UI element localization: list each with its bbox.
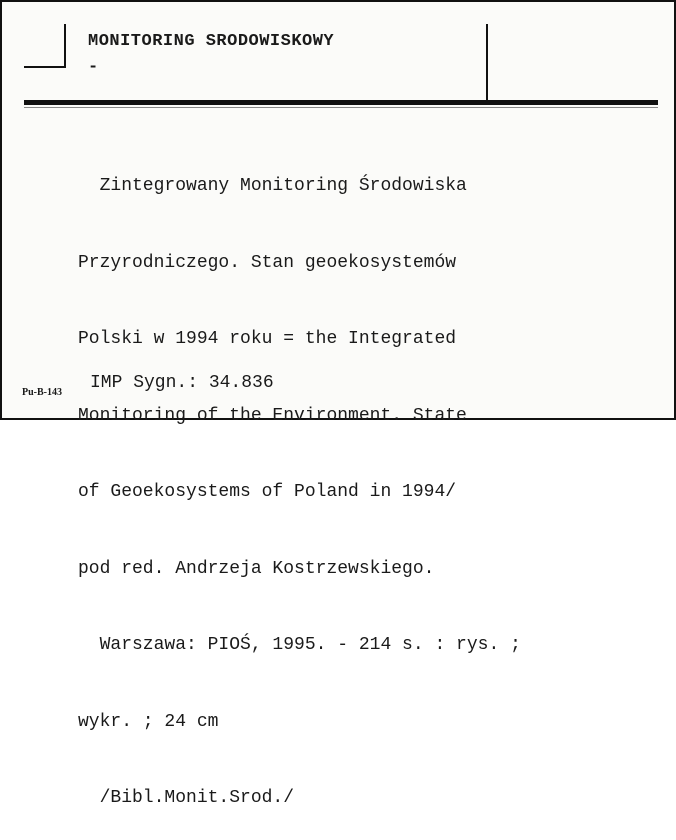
- subject-heading: MONITORING SRODOWISKOWY: [88, 32, 335, 51]
- corner-mark-horizontal: [24, 66, 66, 68]
- call-number: IMP Sygn.: 34.836: [90, 373, 274, 393]
- description-line: Warszawa: PIOŚ, 1995. - 214 s. : rys. ;: [78, 635, 521, 655]
- description-line: of Geoekosystems of Poland in 1994/: [78, 482, 457, 502]
- bibliographic-description: [78, 123, 521, 840]
- description-line: wykr. ; 24 cm: [78, 711, 219, 732]
- heading-rule-shadow: [24, 107, 658, 108]
- description-line: /Bibl.Monit.Srod./: [78, 788, 295, 808]
- description-line: Zintegrowany Monitoring Środowiska: [78, 176, 467, 196]
- description-line: Polski w 1994 roku = the Integrated: [78, 329, 457, 349]
- description-line: Przyrodniczego. Stan geoekosystemów: [78, 252, 457, 273]
- heading-divider-vertical: [486, 24, 488, 100]
- heading-rule: [24, 100, 658, 105]
- library-stamp: Pu-B-143: [22, 387, 62, 398]
- description-line: pod red. Andrzeja Kostrzewskiego.: [78, 558, 435, 579]
- description-line: Monitoring of the Environment. State: [78, 405, 467, 426]
- corner-mark-vertical: [64, 24, 66, 68]
- subject-heading-dash: -: [88, 58, 99, 77]
